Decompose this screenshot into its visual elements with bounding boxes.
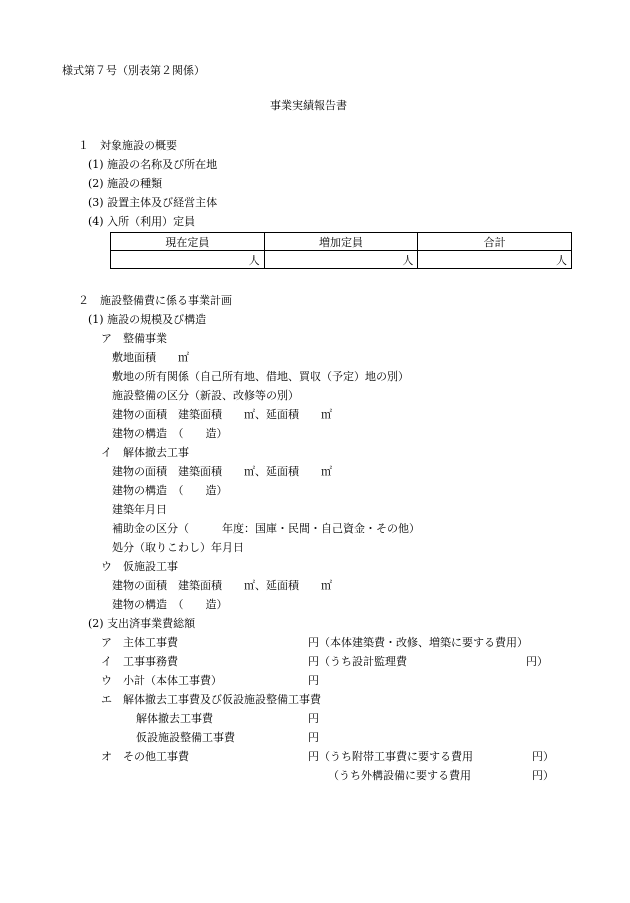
table-header: 増加定員 xyxy=(264,233,418,251)
cost-label: イ 工事事務費 xyxy=(101,655,178,668)
table-header: 現在定員 xyxy=(111,233,265,251)
cost-label: ア 主体工事費 xyxy=(101,636,178,649)
cost-value: 円（本体建築費・改修、増築に要する費用） xyxy=(308,636,528,649)
line-item: 処分（取りこわし）年月日 xyxy=(112,541,244,554)
cost-value: 円 xyxy=(308,731,319,744)
cost-label: 仮設施設整備工事費 xyxy=(136,731,235,744)
section1-heading: １ 対象施設の概要 xyxy=(78,139,177,152)
section2-heading: ２ 施設整備費に係る事業計画 xyxy=(78,294,232,307)
section1-item: (4) 入所（利用）定員 xyxy=(88,215,196,228)
line-item: 建物の構造 （ 造） xyxy=(112,427,228,440)
table-cell: 人 xyxy=(111,251,265,269)
section1-item: (2) 施設の種類 xyxy=(88,177,163,190)
line-item: 敷地面積 ㎡ xyxy=(112,351,189,364)
line-item: 建築年月日 xyxy=(112,503,167,516)
cost-label: ウ 小計（本体工事費） xyxy=(101,674,222,687)
section1-item: (3) 設置主体及び経営主体 xyxy=(88,196,218,209)
line-item: 建物の面積 建築面積 ㎡、延面積 ㎡ xyxy=(112,408,332,421)
section1-item: (1) 施設の名称及び所在地 xyxy=(88,158,218,171)
line-item: 建物の面積 建築面積 ㎡、延面積 ㎡ xyxy=(112,465,332,478)
subsection-heading: (1) 施設の規模及び構造 xyxy=(88,313,207,326)
subsection-heading: (2) 支出済事業費総額 xyxy=(88,617,196,630)
table-cell: 人 xyxy=(264,251,418,269)
item-heading: ウ 仮施設工事 xyxy=(101,560,178,573)
table-row xyxy=(111,251,572,269)
cost-value: 円 xyxy=(308,712,319,725)
line-item: 建物の構造 （ 造） xyxy=(112,598,228,611)
line-item: 補助金の区分（ 年度：国庫・民間・自己資金・その他） xyxy=(112,522,420,535)
cost-value: 円（うち附帯工事費に要する費用 xyxy=(308,750,473,763)
cost-value: 円 xyxy=(308,674,319,687)
item-heading: イ 解体撤去工事 xyxy=(101,446,189,459)
document-title: 事業実績報告書 xyxy=(270,99,347,112)
form-number: 様式第７号（別表第２関係） xyxy=(62,64,205,77)
cost-label: 解体撤去工事費 xyxy=(136,712,213,725)
table-cell: 人 xyxy=(418,251,572,269)
line-item: 施設整備の区分（新設、改修等の別） xyxy=(112,389,299,402)
table-row xyxy=(111,233,572,251)
cost-value-end: 円） xyxy=(532,750,554,763)
line-item: 建物の構造 （ 造） xyxy=(112,484,228,497)
line-item: 敷地の所有関係（自己所有地、借地、買収（予定）地の別） xyxy=(112,370,409,383)
table-header: 合計 xyxy=(418,233,572,251)
cost-value-end: 円） xyxy=(532,769,554,782)
cost-label: エ 解体撤去工事費及び仮設施設整備工事費 xyxy=(101,693,321,706)
cost-value: （うち外構設備に要する費用 xyxy=(328,769,471,782)
item-heading: ア 整備事業 xyxy=(101,332,167,345)
capacity-table xyxy=(110,232,572,269)
cost-value-end: 円） xyxy=(526,655,548,668)
cost-value: 円（うち設計監理費 xyxy=(308,655,407,668)
line-item: 建物の面積 建築面積 ㎡、延面積 ㎡ xyxy=(112,579,332,592)
cost-label: オ その他工事費 xyxy=(101,750,189,763)
